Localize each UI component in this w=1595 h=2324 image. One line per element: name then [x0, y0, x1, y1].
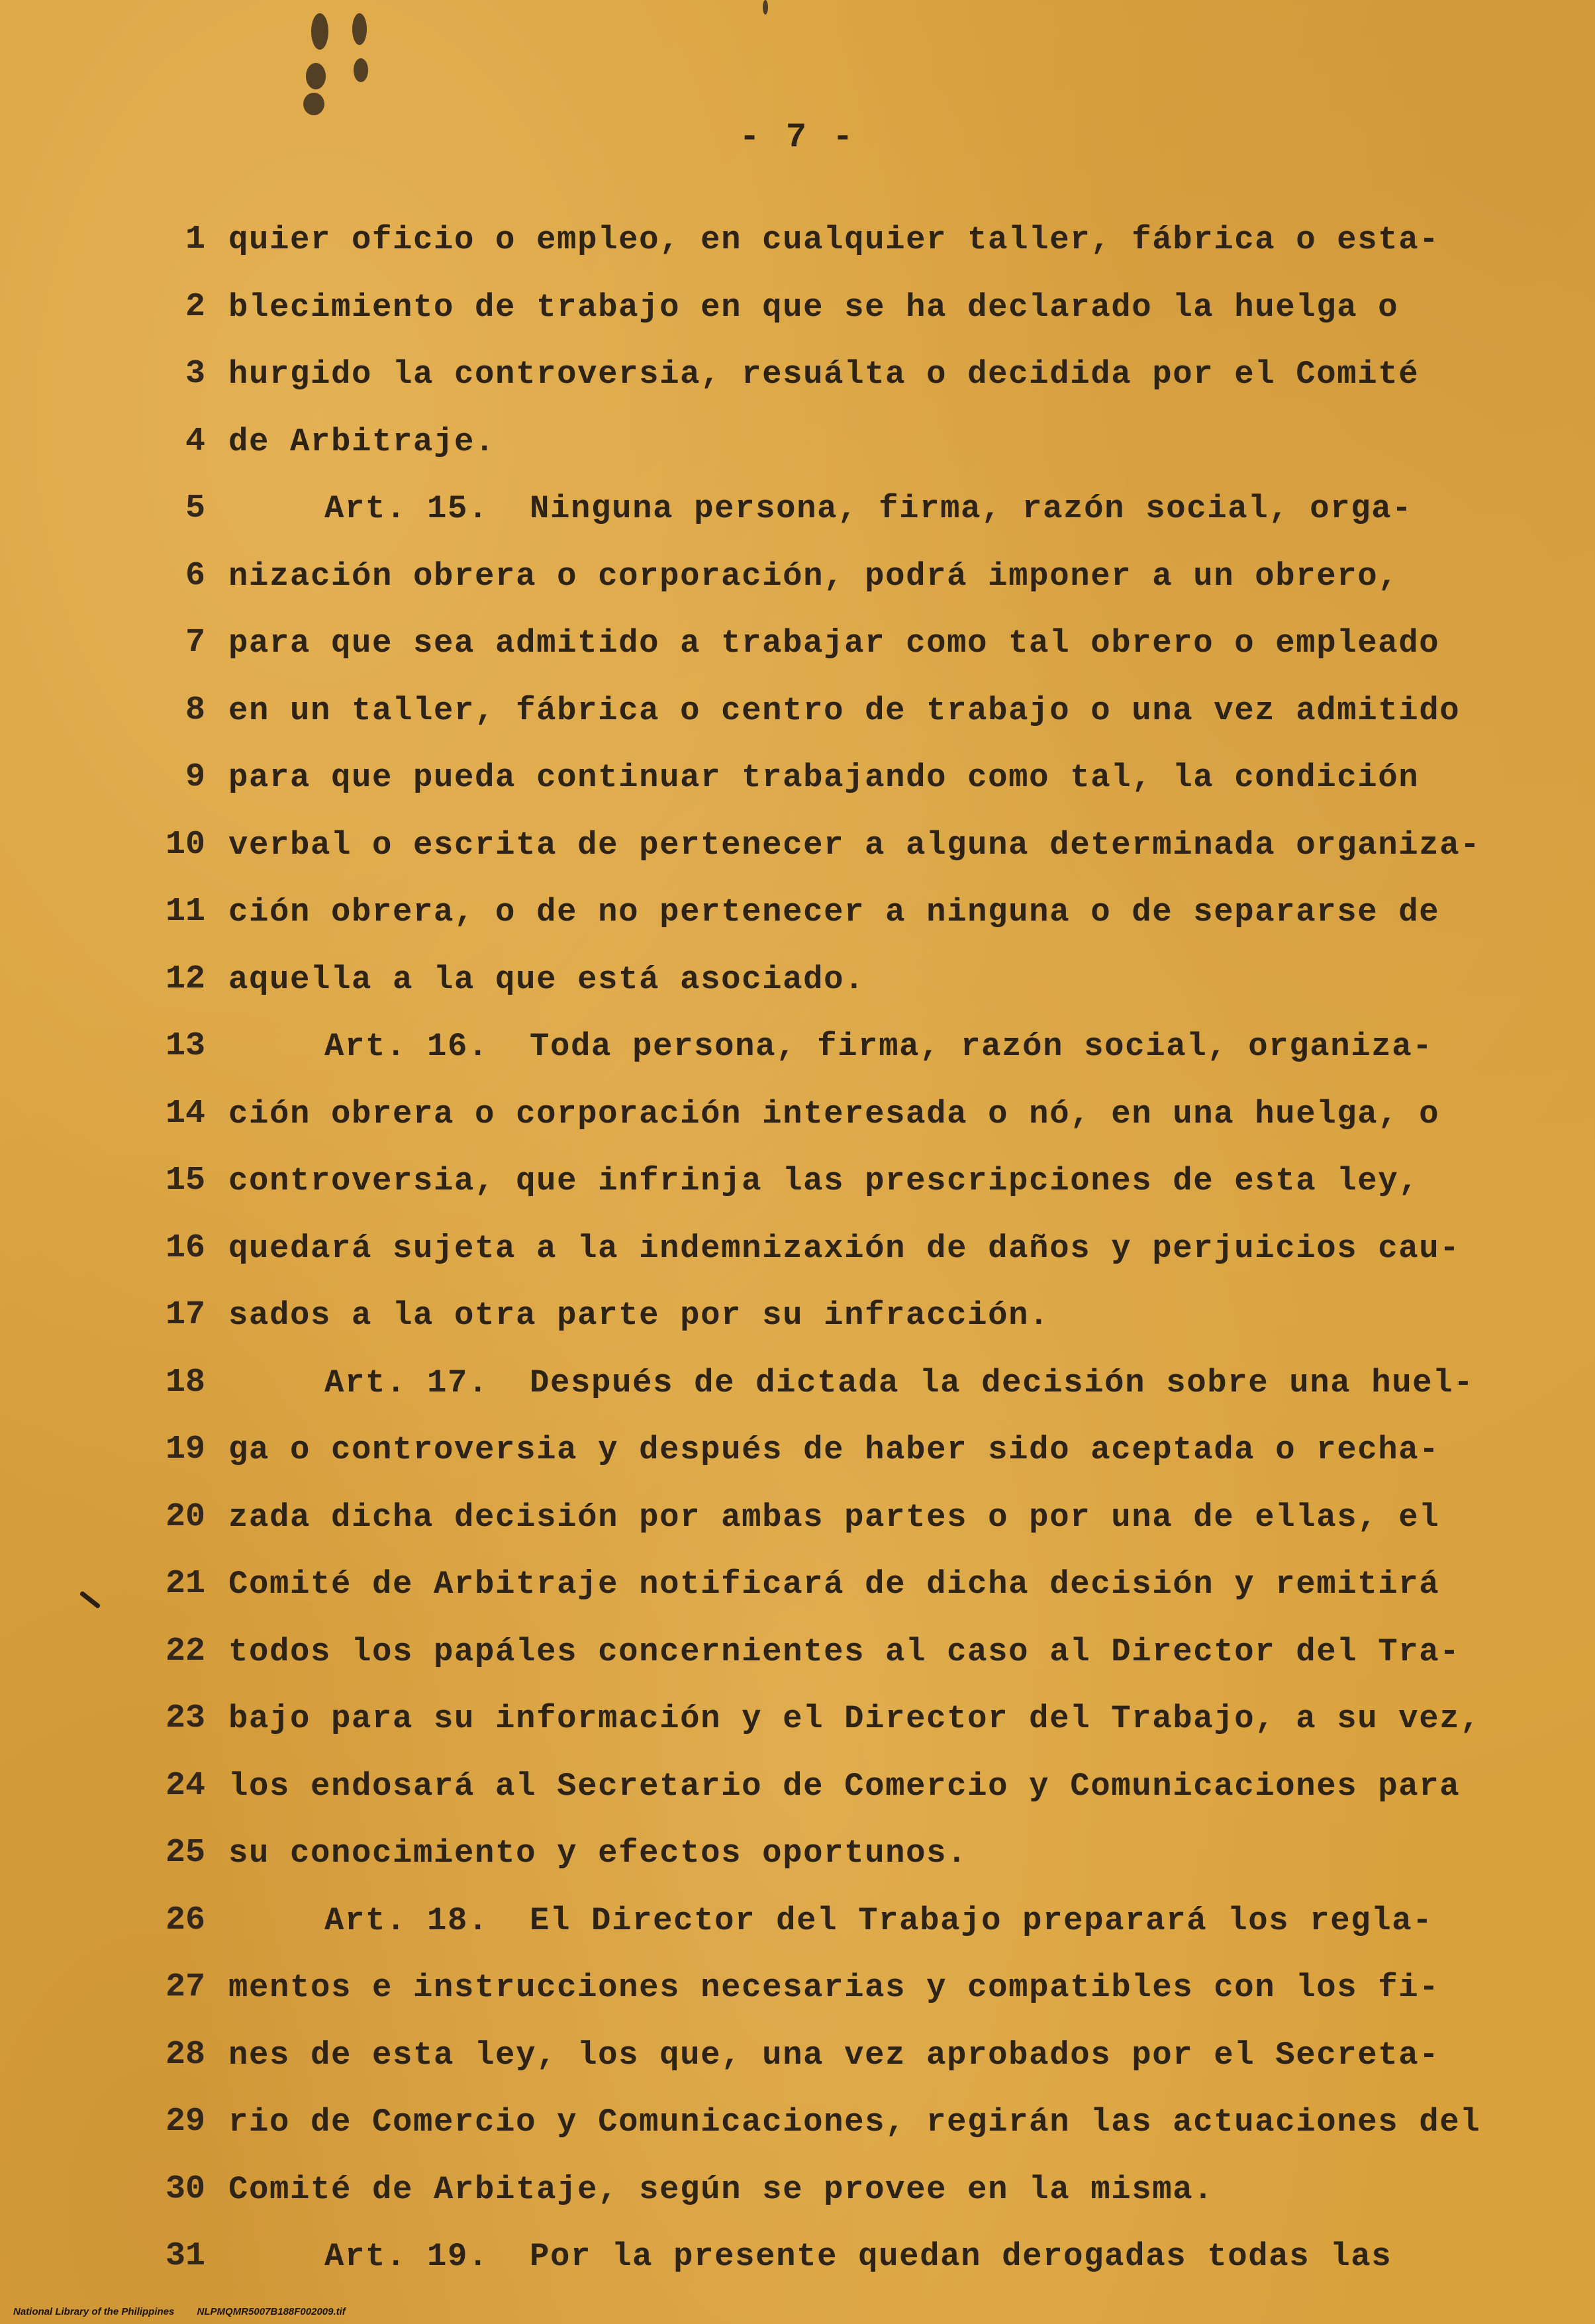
text-line [0, 885, 1595, 938]
line-number: 12 [165, 960, 205, 998]
text-line [0, 1491, 1595, 1544]
text-line [0, 1625, 1595, 1678]
text-line [0, 2230, 1595, 2283]
text-line [0, 2029, 1595, 2082]
line-text: blecimiento de trabajo en que se ha declarado la huelga o [228, 289, 1399, 326]
line-text: Art. 15. Ninguna persona, firma, razón social, orga- [324, 490, 1413, 527]
line-number: 31 [165, 2237, 205, 2275]
ink-stain-mark [354, 58, 368, 82]
line-text: para que sea admitido a trabajar como tal obrero o empleado [228, 625, 1440, 662]
line-text: bajo para su información y el Director del Trabajo, a su vez, [228, 1700, 1481, 1737]
line-number: 13 [165, 1027, 205, 1065]
line-text: rio de Comercio y Comunicaciones, regirán las actuaciones del [228, 2103, 1481, 2141]
line-text: ción obrera, o de no pertenecer a ninguna o de separarse de [228, 893, 1440, 931]
line-number: 8 [185, 691, 205, 729]
text-line [0, 1289, 1595, 1342]
line-number: 28 [165, 2036, 205, 2074]
line-text: nización obrera o corporación, podrá imponer a un obrero, [228, 558, 1399, 595]
line-text: verbal o escrita de pertenecer a alguna determinada organiza- [228, 827, 1481, 864]
text-line [0, 1356, 1595, 1409]
line-number: 25 [165, 1834, 205, 1872]
page-number: - 7 - [739, 118, 856, 157]
text-line [0, 2096, 1595, 2148]
text-line [0, 819, 1595, 872]
text-line [0, 213, 1595, 266]
ink-stain-mark [306, 63, 326, 89]
line-number: 30 [165, 2170, 205, 2208]
line-number: 21 [165, 1565, 205, 1603]
line-text: los endosará al Secretario de Comercio y Comunicaciones para [228, 1768, 1461, 1805]
line-number: 15 [165, 1162, 205, 1199]
line-text: Art. 16. Toda persona, firma, razón social, organiza- [324, 1028, 1433, 1065]
line-text: Art. 18. El Director del Trabajo preparará los regla- [324, 1902, 1433, 1939]
line-number: 24 [165, 1767, 205, 1805]
line-text: todos los papáles concernientes al caso al Director del Tra- [228, 1633, 1461, 1670]
ink-stain-mark [763, 0, 768, 15]
line-number: 5 [185, 489, 205, 527]
line-number: 11 [165, 893, 205, 931]
text-line [0, 1087, 1595, 1140]
text-line [0, 1154, 1595, 1207]
line-text: para que pueda continuar trabajando como tal, la condición [228, 759, 1420, 796]
text-line [0, 1827, 1595, 1880]
scan-footer [13, 2306, 346, 2317]
line-text: quier oficio o empleo, en cualquier taller, fábrica o esta- [228, 221, 1440, 258]
line-number: 17 [165, 1296, 205, 1334]
line-number: 16 [165, 1229, 205, 1267]
text-line [0, 1020, 1595, 1073]
file-name: NLPMQMR5007B188F002009.tif [197, 2306, 346, 2317]
ink-stain-mark [311, 13, 328, 50]
text-line [0, 684, 1595, 737]
line-number: 20 [165, 1498, 205, 1536]
line-text: sados a la otra parte por su infracción. [228, 1297, 1050, 1334]
line-text: en un taller, fábrica o centro de trabajo o una vez admitido [228, 692, 1461, 729]
line-number: 3 [185, 355, 205, 393]
line-number: 22 [165, 1633, 205, 1670]
line-text: zada dicha decisión por ambas partes o por una de ellas, el [228, 1499, 1440, 1536]
line-text: Comité de Arbitaje, según se provee en la misma. [228, 2171, 1214, 2208]
text-line [0, 1222, 1595, 1275]
text-line [0, 751, 1595, 804]
line-number: 23 [165, 1699, 205, 1737]
line-text: ción obrera o corporación interesada o nó, en una huelga, o [228, 1095, 1440, 1133]
text-line [0, 1961, 1595, 2014]
line-number: 14 [165, 1095, 205, 1133]
text-line [0, 1760, 1595, 1813]
text-line [0, 1423, 1595, 1476]
line-number: 1 [185, 221, 205, 258]
line-text: su conocimiento y efectos oportunos. [228, 1835, 968, 1872]
line-number: 7 [185, 624, 205, 662]
text-line [0, 550, 1595, 603]
line-text: controversia, que infrinja las prescripciones de esta ley, [228, 1162, 1420, 1199]
text-line [0, 1558, 1595, 1611]
line-text: ga o controversia y después de haber sido aceptada o recha- [228, 1431, 1440, 1468]
line-text: aquella a la que está asociado. [228, 961, 865, 998]
line-number: 10 [165, 826, 205, 864]
ink-stain-mark [303, 93, 324, 115]
text-line [0, 415, 1595, 468]
text-line [0, 348, 1595, 401]
line-number: 29 [165, 2103, 205, 2141]
line-text: mentos e instrucciones necesarias y compatibles con los fi- [228, 1969, 1440, 2006]
line-text: quedará sujeta a la indemnizaxión de daños y perjuicios cau- [228, 1230, 1461, 1267]
line-number: 18 [165, 1364, 205, 1401]
line-number: 6 [185, 557, 205, 595]
line-number: 27 [165, 1968, 205, 2006]
ink-stain-mark [352, 13, 367, 45]
line-number: 26 [165, 1901, 205, 1939]
line-text: de Arbitraje. [228, 423, 496, 460]
line-number: 9 [185, 758, 205, 796]
text-line [0, 482, 1595, 535]
text-line [0, 953, 1595, 1006]
line-text: Art. 19. Por la presente quedan derogadas todas las [324, 2238, 1392, 2275]
line-number: 19 [165, 1431, 205, 1468]
line-text: Comité de Arbitraje notificará de dicha decisión y remitirá [228, 1566, 1440, 1603]
line-number: 2 [185, 288, 205, 326]
text-line [0, 2163, 1595, 2216]
line-text: Art. 17. Después de dictada la decisión sobre una huel- [324, 1364, 1474, 1401]
text-line [0, 617, 1595, 670]
text-line [0, 281, 1595, 334]
text-line [0, 1692, 1595, 1745]
line-text: nes de esta ley, los que, una vez aprobados por el Secreta- [228, 2037, 1440, 2074]
library-credit: National Library of the Philippines [13, 2306, 175, 2317]
line-number: 4 [185, 423, 205, 460]
text-line [0, 1894, 1595, 1947]
line-text: hurgido la controversia, resuálta o decidida por el Comité [228, 356, 1420, 393]
